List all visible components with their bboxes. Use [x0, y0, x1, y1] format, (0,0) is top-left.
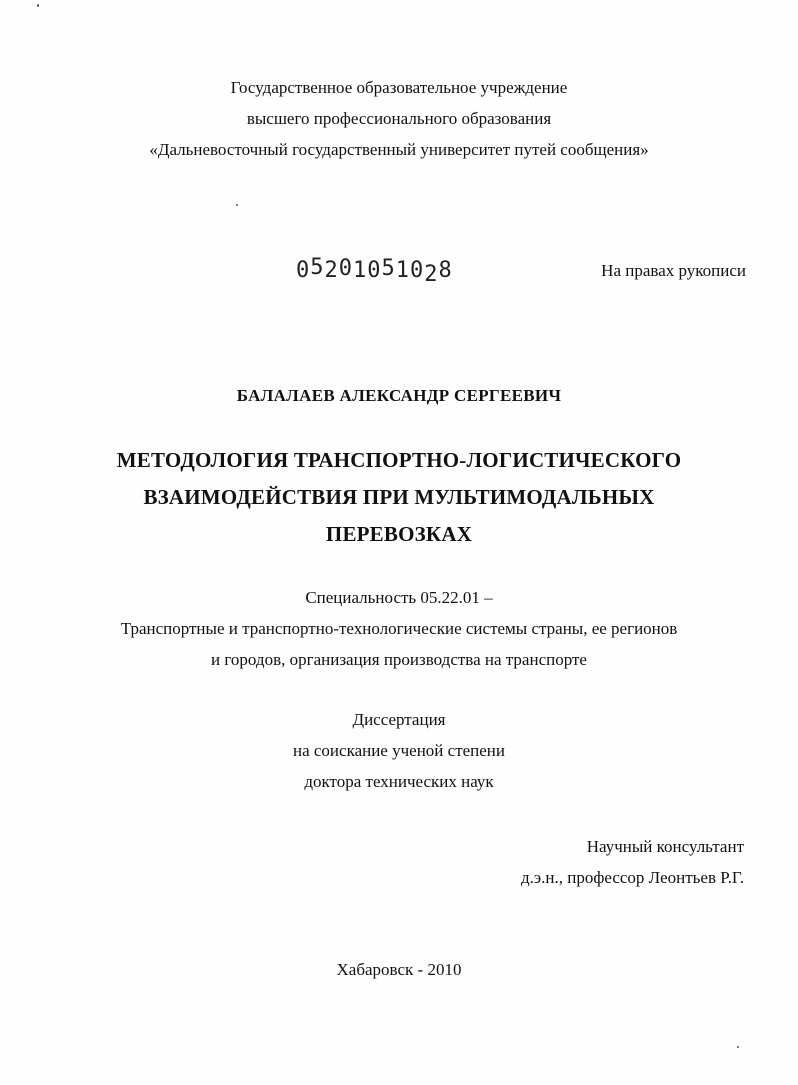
consultant-line-2: д.э.н., профессор Леонтьев Р.Г.: [520, 868, 744, 887]
scan-speck: [236, 204, 238, 206]
title-line-2: ВЗАИМОДЕЙСТВИЯ ПРИ МУЛЬТИМОДАЛЬНЫХ: [143, 485, 655, 509]
code-digit: 2: [324, 258, 339, 283]
specialty-block: [0, 582, 798, 675]
code-digit: 0: [367, 258, 382, 283]
degree-line-2: на соискание ученой степени: [292, 741, 506, 760]
code-digit: 0: [410, 258, 425, 283]
code-digit: 0: [296, 258, 311, 283]
degree-line-3: доктора технических наук: [304, 772, 494, 791]
title-line-3: ПЕРЕВОЗКАХ: [325, 522, 473, 546]
code-digit: 5: [381, 256, 396, 281]
specialty-line-2: Транспортные и транспортно-технологические системы страны, ее регионов: [120, 619, 678, 638]
code-digit: 8: [438, 258, 453, 283]
institution-block: [0, 72, 798, 165]
institution-line-1: Государственное образовательное учреждение: [230, 78, 568, 97]
institution-line-3: «Дальневосточный государственный университет путей сообщения»: [149, 140, 649, 159]
code-digit: 1: [353, 258, 368, 283]
degree-block: [0, 704, 798, 797]
degree-line-1: Диссертация: [352, 710, 446, 729]
institution-line-2: высшего профессионального образования: [246, 109, 552, 128]
scan-speck: [37, 4, 39, 7]
library-code-stamp: [296, 255, 453, 287]
city-year: Хабаровск - 2010: [336, 960, 462, 979]
specialty-line-3: и городов, организация производства на транспорте: [211, 650, 587, 669]
code-digit: 1: [395, 258, 410, 283]
specialty-line-1: Специальность 05.22.01 –: [305, 588, 493, 607]
dissertation-title: [0, 442, 798, 553]
author-name: БАЛАЛАЕВ АЛЕКСАНДР СЕРГЕЕВИЧ: [236, 386, 562, 405]
consultant-block: [521, 831, 744, 893]
consultant-line-1: Научный консультант: [586, 837, 744, 856]
code-digit: 5: [310, 255, 325, 280]
code-digit: 2: [424, 262, 439, 287]
title-line-1: МЕТОДОЛОГИЯ ТРАНСПОРТНО-ЛОГИСТИЧЕСКОГО: [116, 448, 682, 472]
scan-speck: [737, 1046, 739, 1048]
code-digit: 0: [338, 256, 353, 281]
manuscript-rights-note: На правах рукописи: [601, 261, 746, 280]
